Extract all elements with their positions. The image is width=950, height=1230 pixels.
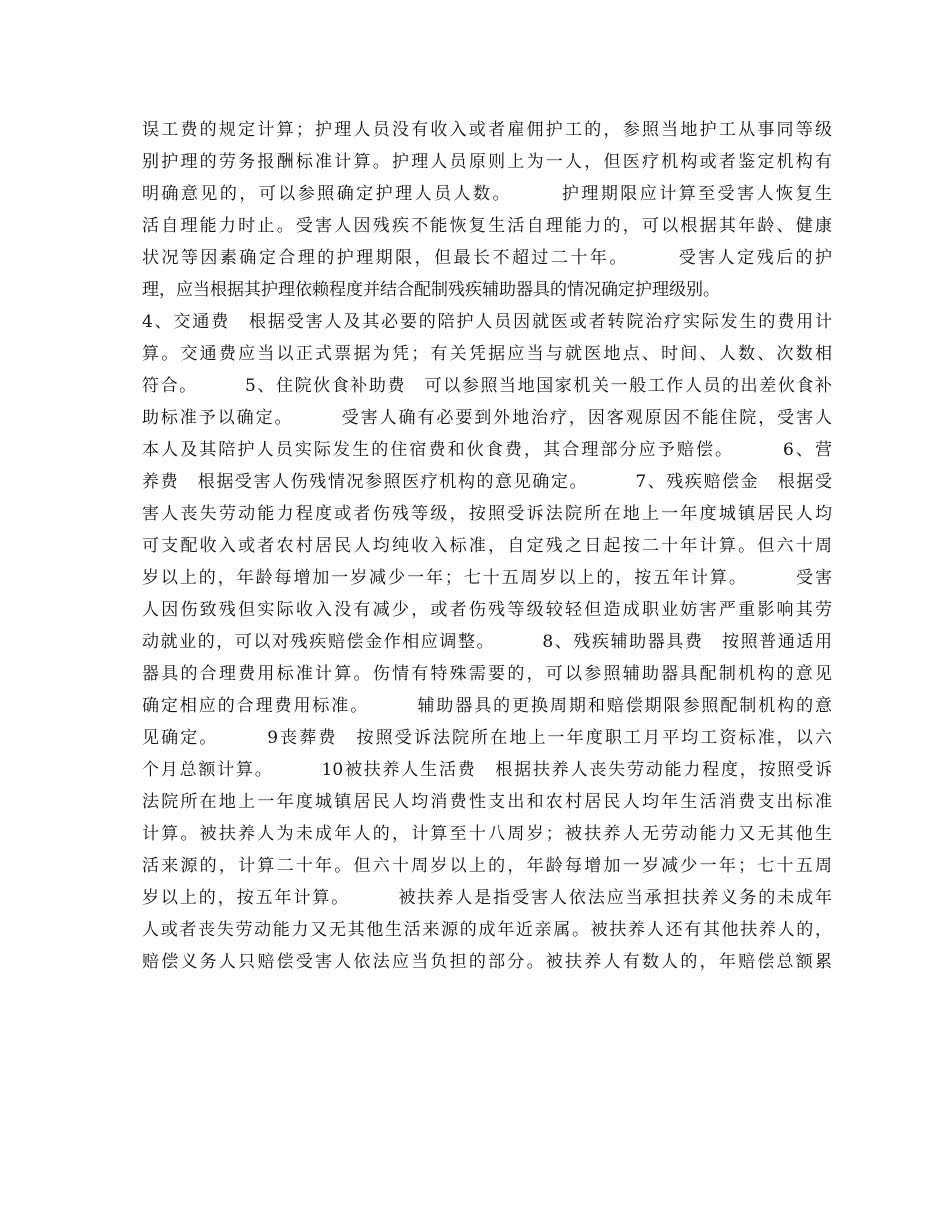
text-line: 动就业的，可以对残疾赔偿金作相应调整。 8、残疾辅助器具费 按照普通适用 (142, 632, 832, 652)
text-line: 符合。 5、住院伙食补助费 可以参照当地国家机关一般工作人员的出差伙食补 (142, 376, 832, 396)
text-line: 害人丧失劳动能力程度或者伤残等级，按照受诉法院所在地上一年度城镇居民人均 (142, 504, 832, 524)
text-line: 岁以上的，年龄每增加一岁减少一年；七十五周岁以上的，按五年计算。 受害 (142, 568, 832, 588)
text-line: 个月总额计算。 10被扶养人生活费 根据扶养人丧失劳动能力程度，按照受诉 (142, 760, 832, 780)
text-line: 人因伤致残但实际收入没有减少，或者伤残等级较轻但造成职业妨害严重影响其劳 (142, 600, 832, 620)
text-line: 明确意见的，可以参照确定护理人员人数。 护理期限应计算至受害人恢复生 (142, 184, 832, 204)
text-line: 别护理的劳务报酬标准计算。护理人员原则上为一人，但医疗机构或者鉴定机构有 (142, 152, 832, 172)
text-line: 可支配收入或者农村居民人均纯收入标准，自定残之日起按二十年计算。但六十周 (142, 536, 832, 556)
text-line: 误工费的规定计算；护理人员没有收入或者雇佣护工的，参照当地护工从事同等级 (142, 120, 832, 140)
text-line: 活来源的，计算二十年。但六十周岁以上的，年龄每增加一岁减少一年；七十五周 (142, 856, 832, 876)
text-line: 计算。被扶养人为未成年人的，计算至十八周岁；被扶养人无劳动能力又无其他生 (142, 824, 832, 844)
text-line: 理，应当根据其护理依赖程度并结合配制残疾辅助器具的情况确定护理级别。 (142, 280, 720, 300)
text-line: 器具的合理费用标准计算。伤情有特殊需要的，可以参照辅助器具配制机构的意见 (142, 664, 832, 684)
text-line: 赔偿义务人只赔偿受害人依法应当负担的部分。被扶养人有数人的，年赔偿总额累 (142, 952, 832, 972)
text-line: 法院所在地上一年度城镇居民人均消费性支出和农村居民人均年生活消费支出标准 (142, 792, 832, 812)
text-line: 4、交通费 根据受害人及其必要的陪护人员因就医或者转院治疗实际发生的费用计 (142, 312, 832, 332)
text-line: 本人及其陪护人员实际发生的住宿费和伙食费，其合理部分应予赔偿。 6、营 (142, 440, 832, 460)
body-text (142, 114, 832, 978)
text-line: 助标准予以确定。 受害人确有必要到外地治疗，因客观原因不能住院，受害人 (142, 408, 832, 428)
text-line: 确定相应的合理费用标准。 辅助器具的更换周期和赔偿期限参照配制机构的意 (142, 696, 832, 716)
text-line: 养费 根据受害人伤残情况参照医疗机构的意见确定。 7、残疾赔偿金 根据受 (142, 472, 832, 492)
text-line: 人或者丧失劳动能力又无其他生活来源的成年近亲属。被扶养人还有其他扶养人的， (142, 920, 832, 940)
text-line: 算。交通费应当以正式票据为凭；有关凭据应当与就医地点、时间、人数、次数相 (142, 344, 832, 364)
text-line: 见确定。 9丧葬费 按照受诉法院所在地上一年度职工月平均工资标准，以六 (142, 728, 832, 748)
text-line: 活自理能力时止。受害人因残疾不能恢复生活自理能力的，可以根据其年龄、健康 (142, 216, 832, 236)
text-line: 状况等因素确定合理的护理期限，但最长不超过二十年。 受害人定残后的护 (142, 248, 832, 268)
text-line: 岁以上的，按五年计算。 被扶养人是指受害人依法应当承担扶养义务的未成年 (142, 888, 832, 908)
